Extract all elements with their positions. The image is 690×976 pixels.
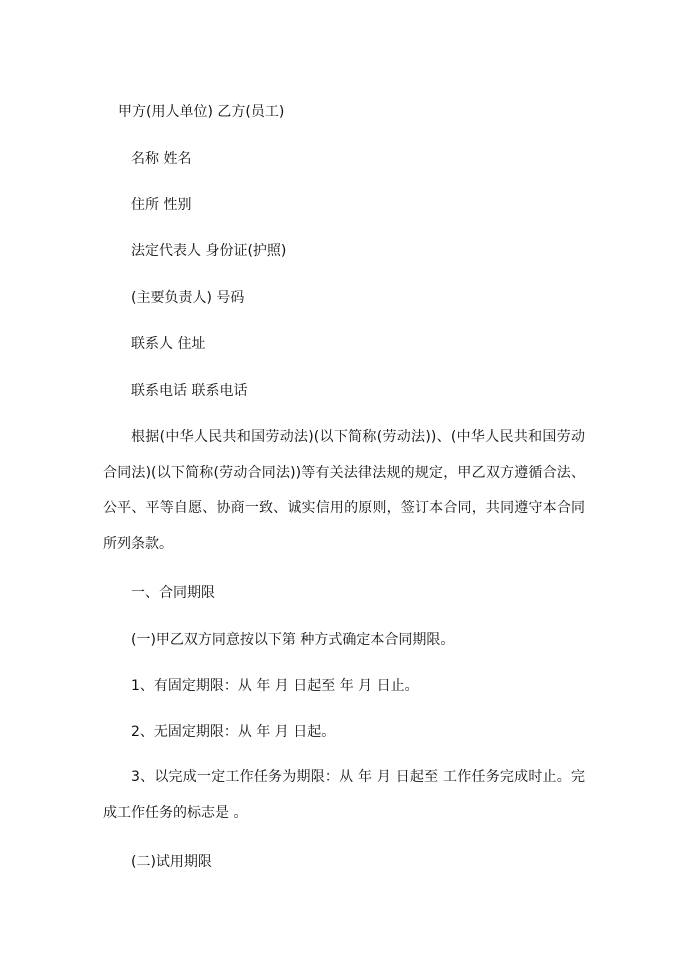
task-term-option: 3、以完成一定工作任务为期限：从 年 月 日起至 工作任务完成时止。完成工作任务的标志是 。 [103,769,585,821]
contact-phone-line: 联系电话 联系电话 [131,383,248,399]
preamble-paragraph: 根据(中华人民共和国劳动法)(以下简称(劳动法))、(中华人民共和国劳动合同法)(以下简称(劳动合同法))等有关法律法规的规定，甲乙双方遵循合法、公平、平等自愿、协商一致、诚实信用的原则，签订本合同，共同遵守本合同所列条款。 [103,429,585,552]
principal-number-line: (主要负责人) 号码 [131,290,245,306]
contact-address-line: 联系人 住址 [131,336,206,352]
party-header-line: 甲方(用人单位) 乙方(员工) [118,104,285,120]
probation-period-title: (二)试用期限 [131,854,212,870]
name-field-line: 名称 姓名 [131,151,192,167]
address-gender-line: 住所 性别 [131,197,192,213]
fixed-term-option: 1、有固定期限：从 年 月 日起至 年 月 日止。 [131,678,419,694]
section-contract-term-title: 一、合同期限 [131,585,215,601]
open-term-option: 2、无固定期限：从 年 月 日起。 [131,724,336,740]
term-method-clause: (一)甲乙双方同意按以下第 种方式确定本合同期限。 [131,632,455,648]
legal-rep-id-line: 法定代表人 身份证(护照) [131,243,287,259]
